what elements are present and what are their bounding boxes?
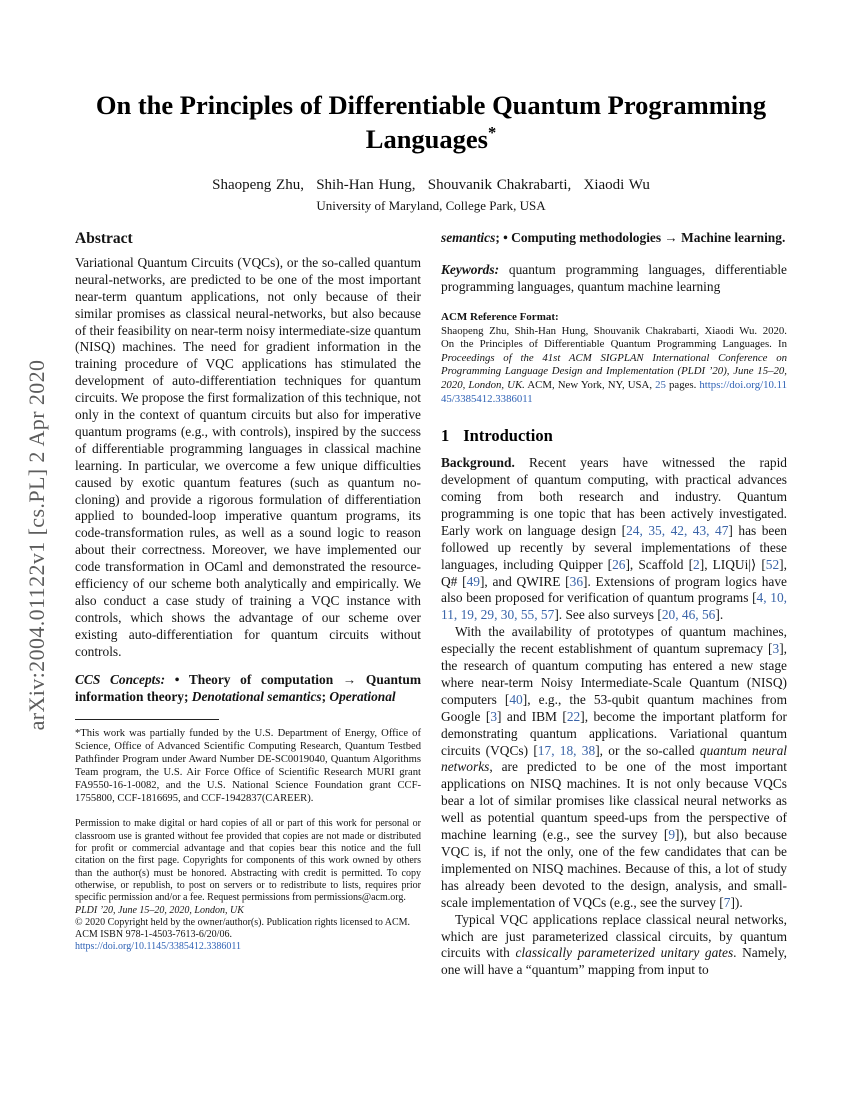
copyright-line: © 2020 Copyright held by the owner/author(s). Publication rights licensed to ACM. — [75, 916, 411, 928]
citation-link[interactable]: 9 — [668, 827, 676, 843]
section-title: Introduction — [463, 426, 553, 446]
title-footnote-marker: * — [488, 123, 497, 143]
authors-line: Shaopeng Zhu, Shih-Han Hung, Shouvanik Chakrabarti, Xiaodi Wu — [212, 176, 650, 193]
citation-link[interactable]: 17, 18, 38 — [537, 742, 596, 758]
intro-paragraph-2: With the availability of prototypes of quantum machines, especially the recent establishment of quantum supremacy [3], the research of quantum computing has entered a new stage where near-term Noisy Intermediate-Scale Quantum (NISQ) computers [40], e.g., the 53-qubit quantum machines from Google [3] and IBM [22], become the important platform for demonstrating quantum applications. Variational quantum circuits (VQCs) [17, 18, 38], or the so-called quantum neural networks, are predicted to be one of the most important applications on NISQ machines. It is not only because VQCs bear a lot of similar promises like classical neural networks as well as potential quantum speed-ups from the perspective of machine learning (e.g., see the survey [9]), but also because VQC is, if not the only, one of the few candidates that can be implemented on NISQ machines. Because of this, a lot of study has already been devoted to the design, analysis, and small-scale implementation of VQCs (e.g., see the survey [7]). — [441, 624, 787, 910]
citation-link[interactable]: 36 — [569, 573, 584, 589]
right-column — [441, 230, 787, 979]
doi-link[interactable]: https://doi.org/10.1145/3385412.3386011 — [441, 378, 787, 405]
emphasis-bold-italic: CCS Concepts: — [75, 671, 175, 687]
permission-notice: Permission to make digital or hard copies of all or part of this work for personal or classroom use is granted without fee provided that copies are not made or distributed for profit or commercial advantage and that copies bear this notice and the full citation on the first page. Copyrights for components of this work owned by others than the author(s) must be honored. Abstracting with credit is permitted. To copy otherwise, or republish, to post on servers or to redistribute to lists, requires prior specific permission and/or a fee. Request permissions from permissions@acm.org. — [75, 818, 421, 904]
emphasis-bold: Background. — [441, 455, 515, 471]
abstract-heading: Abstract — [75, 229, 133, 247]
left-column — [75, 230, 421, 979]
citation-link[interactable]: 26 — [612, 556, 626, 572]
emphasis-bold: ; — [321, 688, 330, 704]
abstract-text: Variational Quantum Circuits (VQCs), or the so-called quantum neural-networks, are predicted to be one of the most important near-term quantum applications, not only because of their similar promises as classical neural-networks, but also because of their feasibility on near-term noisy intermediate-size quantum (NISQ) machines. The need for gradient information in the training procedure of VQC applications has stimulated the development of auto-differentiation techniques for quantum circuits. We propose the first formalization of this technique, not only in the context of quantum circuits but also for imperative quantum programs (e.g., with controls), inspired by the success of differentiable programming languages in classical machine learning. In particular, we overcome a few unique difficulties caused by exotic quantum features (such as quantum no-cloning) and provide a rigorous formulation of differentiation applied to bounded-loop imperative quantum programs, its code-transformation rules, as well as a sound logic to reason about their correctness. Moreover, we have implemented our code transformation in OCaml and demonstrated the resource-efficiency of our scheme both analytically and empirically. We also conduct a case study of training a VQC instance with controls, which shows the advantage of our scheme over existing auto-differentiation for quantum circuits without controls. — [75, 254, 421, 659]
emphasis-bold-italic: Denotational semantics — [191, 688, 322, 704]
emphasis-bold-italic: Operational — [329, 688, 396, 704]
citation-link[interactable]: 20, 46, 56 — [661, 607, 716, 623]
citation-link[interactable]: 49 — [466, 573, 480, 589]
emphasis-bold-italic: semantics — [441, 229, 496, 245]
emphasis-italic: quantum neural networks — [441, 742, 787, 775]
citation-link[interactable]: 25 — [655, 378, 666, 391]
section-1-heading — [441, 426, 787, 446]
arxiv-watermark: arXiv:2004.01122v1 [cs.PL] 2 Apr 2020 — [24, 359, 49, 731]
affiliation-line: University of Maryland, College Park, USA — [316, 197, 546, 213]
citation-link[interactable]: 3 — [490, 708, 498, 724]
emphasis-italic: classically parameterized unitary gates — [515, 945, 734, 961]
emphasis-bold-italic: Keywords: — [441, 261, 509, 277]
emphasis-bold: • Theory of computation → Quantum information theory; — [75, 671, 421, 704]
doi-link[interactable]: https://doi.org/10.1145/3385412.3386011 — [75, 941, 242, 953]
citation-link[interactable]: 40 — [509, 691, 523, 707]
ccs-concepts-continued — [441, 230, 787, 247]
citation-link[interactable]: 52 — [765, 556, 780, 572]
section-number: 1 — [441, 426, 450, 446]
citation-link[interactable]: 7 — [723, 894, 731, 910]
intro-paragraph-3: Typical VQC applications replace classical neural networks, which are just parameterized classical circuits, by quantum circuits with classically parameterized unitary gates. Namely, one will have a “quantum” mapping from input to — [441, 911, 788, 978]
page-content — [75, 0, 787, 979]
keywords-text: Keywords: quantum programming languages, differentiable programming languages, quantum machine learning — [441, 261, 787, 294]
ccs-concepts — [75, 672, 421, 706]
emphasis-italic: Proceedings of the 41st ACM SIGPLAN International Conference on Programming Language Design and Implementation (PLDI ’20), June 15–20, 2020, London, UK. — [441, 351, 787, 391]
citation-link[interactable]: 24, 35, 42, 43, 47 — [626, 522, 729, 538]
isbn-line: ACM ISBN 978-1-4503-7613-6/20/06. — [75, 929, 232, 941]
footnote-rule — [75, 719, 219, 720]
acm-reference-heading: ACM Reference Format: — [441, 310, 559, 323]
emphasis-bold: ; • Computing methodologies → Machine learning. — [495, 229, 786, 245]
citation-link[interactable]: 3 — [772, 641, 780, 657]
citation-link[interactable]: 22 — [566, 708, 581, 724]
citation-link[interactable]: 2 — [693, 556, 700, 572]
paper-title: On the Principles of Differentiable Quantum Programming Languages* — [95, 90, 767, 155]
citation-link[interactable]: 4, 10, 11, 19, 29, 30, 55, 57 — [441, 590, 787, 623]
acm-reference-text: Shaopeng Zhu, Shih-Han Hung, Shouvanik Chakrabarti, Xiaodi Wu. 2020. On the Principles of Differentiable Quantum Programming Languages. In Proceedings of the 41st ACM SIGPLAN International Conference on Programming Language Design and Implementation (PLDI ’20), June 15–20, 2020, London, UK. ACM, New York, NY, USA, 25 pages. https://doi.org/10.1145/3385412.3386011 — [441, 324, 787, 405]
intro-paragraph-1: Background. Recent years have witnessed the rapid development of quantum computing, with practical advances coming from both research and industry. Quantum programming is one topic that has been actively investigated. Early work on language design [24, 35, 42, 43, 47] has been followed up recently by several implementations of these languages, including Quipper [26], Scaffold [2], LIQUi|⟩ [52], Q# [49], and QWIRE [36]. Extensions of program logics have also been proposed for verification of quantum programs [4, 10, 11, 19, 29, 30, 55, 57]. See also surveys [20, 46, 56]. — [441, 455, 788, 623]
funding-footnote: *This work was partially funded by the U.S. Department of Energy, Office of Science, Office of Advanced Scientific Computing Research, Quantum Testbed Pathfinder Program under Award Number DE-SC0019040, Quantum Algorithms Team program, the U.S. Air Force Office of Scientific Research MURI grant FA9550-16-1-0082, and the U.S. National Science Foundation grant CCF-1755800, CCF-1816695, and CCF-1942837(CAREER). — [75, 728, 421, 805]
conference-line: PLDI ’20, June 15–20, 2020, London, UK — [75, 904, 244, 916]
two-column-body — [75, 230, 787, 979]
